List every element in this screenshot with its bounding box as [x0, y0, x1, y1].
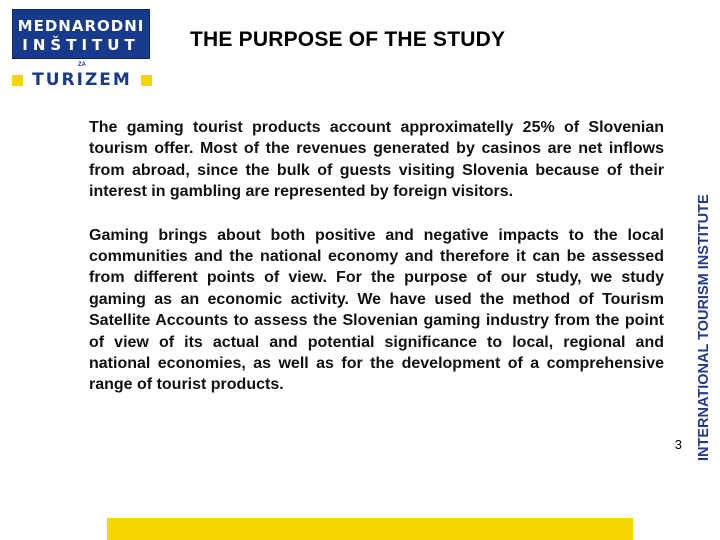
logo-bottom [12, 69, 152, 91]
page-number: 3 [674, 437, 682, 452]
paragraph-gaming-impacts: Gaming brings about both positive and negative impacts to the local communities and the national economy and therefore it can be assessed from different points of view. For the purpose of our study, we study gaming as an economic activity. We have used the method of Tourism Satellite Accounts to assess the Slovenian gaming industry from the point of view of its actual and potential significance to local, regional and national economies, as well as for the development of a comprehensive range of tourist products. [89, 226, 664, 394]
logo-za: ZA [78, 62, 86, 68]
side-vertical-label: INTERNATIONAL TOURISM INSTITUTE [696, 194, 712, 461]
slide-body [89, 117, 664, 396]
logo-box [12, 9, 150, 59]
slide-title: THE PURPOSE OF THE STUDY [190, 28, 506, 51]
institute-logo [12, 9, 152, 91]
logo-text-line2: INŠTITUT [22, 36, 140, 54]
logo-square-left [12, 75, 23, 86]
logo-square-right [141, 75, 152, 86]
logo-turizem: TURIZEM [32, 70, 132, 90]
logo-text-line1: MEDNARODNI [17, 17, 145, 35]
footer-yellow-bar [107, 518, 633, 540]
paragraph-gaming-share: The gaming tourist products account approximatelly 25% of Slovenian tourism offer. Most of the revenues generated by casinos are net inflows from abroad, since the bulk of guests visiting Slovenia because of their interest in gambling are represented by foreign visitors. [89, 119, 664, 201]
